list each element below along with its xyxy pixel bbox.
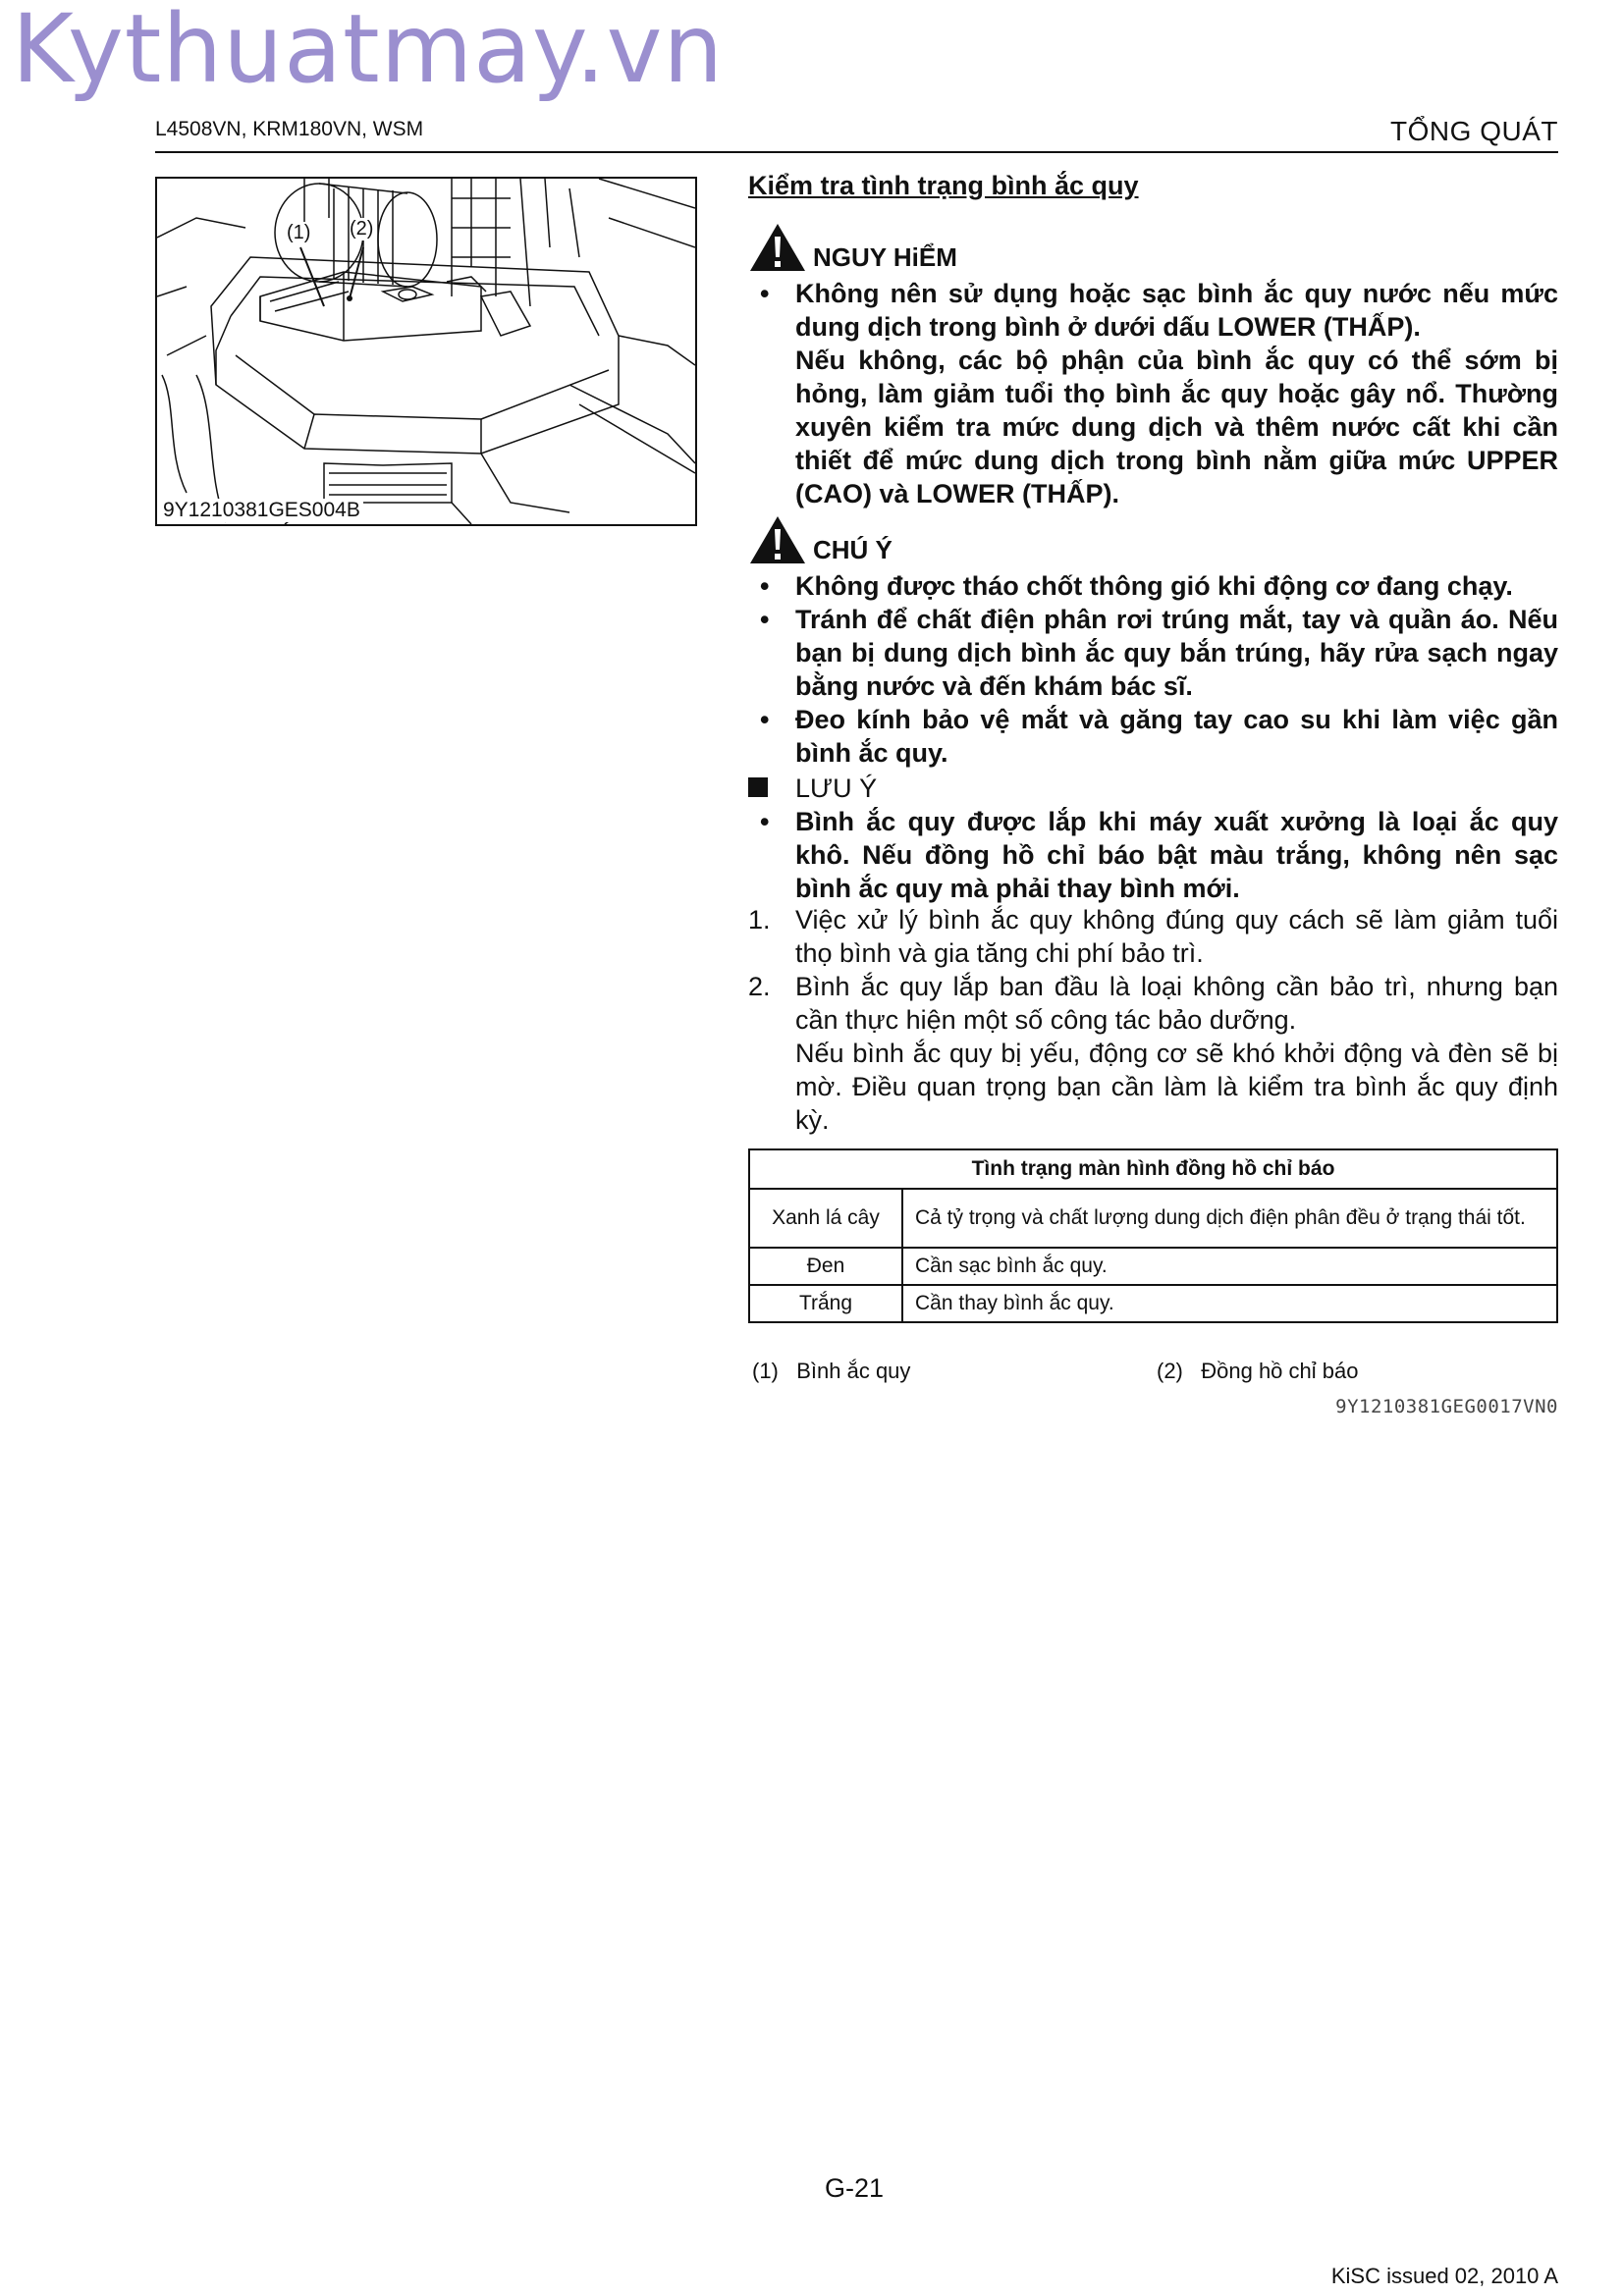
caution-bullet-3: • Đeo kính bảo vệ mắt và găng tay cao su khi làm việc gần bình ắc quy. [760,705,1558,768]
bullet-dot: • [760,279,770,308]
caution-bullet-2: • Tránh để chất điện phân rơi trúng mắt, tay và quần áo. Nếu bạn bị dung dịch bình ắc quy bắn trúng, hãy rửa sạch ngay bằng nước và đến khám bác sĩ. [760,605,1558,701]
caution-block [748,514,1558,770]
table-row: Xanh lá cây Cả tỷ trọng và chất lượng dung dịch điện phân đều ở trạng thái tốt. [749,1189,1557,1248]
caution-bullet-1: • Không được tháo chốt thông gió khi động cơ đang chạy. [760,571,1513,601]
indicator-table-wrap [748,1148,1558,1323]
caution-heading-text: CHÚ Ý [813,535,893,564]
table-header: Tình trạng màn hình đồng hồ chỉ báo [749,1149,1557,1189]
step-2: 2. Bình ắc quy lắp ban đầu là loại không cần bảo trì, nhưng bạn cần thực hiện một số công tác bảo dưỡng. [748,972,1558,1035]
steps-list [748,903,1558,1137]
header-models: L4508VN, KRM180VN, WSM [155,118,424,140]
note-block [748,772,1558,905]
figure-label-1: (1) [287,222,311,243]
step-2-continuation: Nếu bình ắc quy bị yếu, động cơ sẽ khó khởi động và đèn sẽ bị mờ. Điều quan trọng bạn cần làm là kiểm tra bình ắc quy định kỳ. [795,1039,1558,1135]
legend-item-1: (1) Bình ắc quy [752,1359,911,1383]
doc-code: 9Y1210381GEG0017VN0 [1335,1396,1558,1417]
section-title: Kiểm tra tình trạng bình ắc quy [748,171,1139,200]
danger-continuation: Nếu không, các bộ phận của bình ắc quy có thể sớm bị hỏng, làm giảm tuổi thọ bình ắc quy hoặc gây nổ. Thường xuyên kiểm tra mức dung dịch và thêm nước cất khi cần thiết để mức dung dịch trong bình nằm giữa mức UPPER (CAO) và LOWER (THẤP). [795,346,1558,508]
note-bullet: • Bình ắc quy được lắp khi máy xuất xưởng là loại ắc quy khô. Nếu đồng hồ chỉ báo bật màu trắng, không nên sạc bình ắc quy mà phải thay bình mới. [760,807,1558,903]
danger-block [748,222,1558,510]
caution-triangle-icon [748,514,807,565]
note-heading: LƯU Ý [795,774,878,803]
step-1: 1. Việc xử lý bình ắc quy không đúng quy cách sẽ làm giảm tuổi thọ bình và gia tăng chi phí bảo trì. [748,905,1558,968]
figure-code: 9Y1210381GES004B [163,499,363,522]
caution-heading [748,514,1558,565]
danger-bullet: • Không nên sử dụng hoặc sạc bình ắc quy nước nếu mức dung dịch trong bình ở dưới dấu LOWER (THẤP). [748,277,1558,344]
battery-illustration [157,179,695,524]
square-bullet-icon [748,772,795,805]
danger-heading [748,222,1558,273]
watermark: Kythuatmay.vn [12,0,725,104]
indicator-table [748,1148,1558,1323]
figure-label-2: (2) [350,218,374,240]
warning-triangle-icon [748,222,807,273]
danger-heading-text: NGUY HiỂM [813,242,957,272]
table-row: Trắng Cần thay bình ắc quy. [749,1285,1557,1322]
legend-item-2: (2) Đồng hồ chỉ báo [1157,1359,1359,1383]
issued-note: KiSC issued 02, 2010 A [1330,2264,1558,2288]
table-row: Đen Cần sạc bình ắc quy. [749,1248,1557,1285]
battery-figure [155,177,697,526]
header-chapter: TỔNG QUÁT [1390,116,1558,146]
page-number: G-21 [824,2173,885,2203]
header-rule [155,151,1558,153]
